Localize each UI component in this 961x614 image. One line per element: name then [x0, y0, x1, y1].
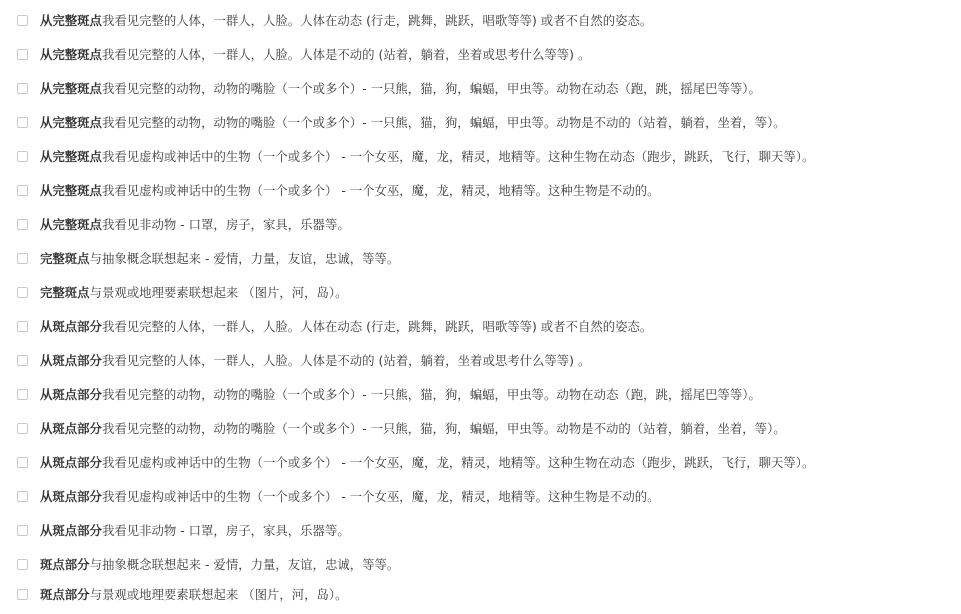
item-text: [40, 420, 786, 438]
item-description: 我看见完整的动物，动物的嘴脸（一个或多个）- 一只熊，猫，狗，蝙蝠，甲虫等。动物在动态（跑，跳，摇尾巴等等）。: [101, 81, 761, 96]
item-bold-prefix: 从完整斑点: [40, 115, 102, 130]
checklist-item[interactable]: [0, 380, 961, 414]
checkbox[interactable]: [17, 589, 28, 600]
item-text: [40, 80, 761, 98]
checklist-item[interactable]: [0, 482, 961, 516]
item-description: 与抽象概念联想起来 - 爱情，力量，友谊，忠诚，等等。: [89, 251, 400, 266]
checkbox[interactable]: [17, 151, 28, 162]
checkbox[interactable]: [17, 49, 28, 60]
checkbox[interactable]: [17, 15, 28, 26]
item-description: 我看见虚构或神话中的生物（一个或多个） - 一个女巫，魔，龙，精灵，地精等。这种生物在动态（跑步，跳跃，飞行，聊天等）。: [101, 455, 815, 470]
item-description: 我看见完整的人体，一群人，人脸。人体是不动的 (站着，躺着，坐着或思考什么等等) 。: [101, 47, 591, 62]
checklist-item[interactable]: [0, 108, 961, 142]
item-description: 我看见虚构或神话中的生物（一个或多个） - 一个女巫，魔，龙，精灵，地精等。这种生物在动态（跑步，跳跃，飞行，聊天等）。: [101, 149, 815, 164]
checkbox[interactable]: [17, 185, 28, 196]
item-text: [40, 250, 399, 268]
item-bold-prefix: 完整斑点: [40, 285, 90, 300]
checklist-item[interactable]: [0, 580, 961, 614]
checkbox[interactable]: [17, 389, 28, 400]
item-description: 我看见完整的动物，动物的嘴脸（一个或多个）- 一只熊，猫，狗，蝙蝠，甲虫等。动物是不动的（站着，躺着，坐着，等）。: [101, 115, 786, 130]
item-text: [40, 488, 660, 506]
checkbox[interactable]: [17, 525, 28, 536]
item-bold-prefix: 从完整斑点: [40, 183, 102, 198]
item-bold-prefix: 从完整斑点: [40, 47, 102, 62]
checklist-item[interactable]: [0, 346, 961, 380]
item-text: [40, 586, 348, 604]
checkbox[interactable]: [17, 117, 28, 128]
checklist-item[interactable]: [0, 142, 961, 176]
item-bold-prefix: 从斑点部分: [40, 353, 102, 368]
item-text: [40, 522, 350, 540]
item-bold-prefix: 从斑点部分: [40, 387, 102, 402]
checklist-item[interactable]: [0, 414, 961, 448]
checklist-item[interactable]: [0, 40, 961, 74]
checklist-item[interactable]: [0, 516, 961, 550]
checkbox[interactable]: [17, 219, 28, 230]
checkbox[interactable]: [17, 491, 28, 502]
item-description: 与抽象概念联想起来 - 爱情，力量，友谊，忠诚，等等。: [89, 557, 400, 572]
item-text: [40, 454, 814, 472]
checklist-item[interactable]: [0, 244, 961, 278]
checklist-item[interactable]: [0, 74, 961, 108]
item-description: 我看见完整的人体，一群人，人脸。人体在动态 (行走，跳舞，跳跃，唱歌等等) 或者不自然的姿态。: [101, 319, 653, 334]
item-text: [40, 12, 652, 30]
checkbox[interactable]: [17, 287, 28, 298]
item-text: [40, 114, 786, 132]
checklist-item[interactable]: [0, 210, 961, 244]
checkbox[interactable]: [17, 83, 28, 94]
item-bold-prefix: 从斑点部分: [40, 489, 102, 504]
item-bold-prefix: 从斑点部分: [40, 523, 102, 538]
item-text: [40, 284, 348, 302]
item-text: [40, 216, 350, 234]
item-bold-prefix: 从完整斑点: [40, 13, 102, 28]
item-description: 我看见完整的动物，动物的嘴脸（一个或多个）- 一只熊，猫，狗，蝙蝠，甲虫等。动物是不动的（站着，躺着，坐着，等）。: [101, 421, 786, 436]
item-bold-prefix: 从完整斑点: [40, 81, 102, 96]
checklist-item[interactable]: [0, 448, 961, 482]
checkbox[interactable]: [17, 559, 28, 570]
item-description: 我看见非动物 - 口罩，房子，家具，乐器等。: [101, 523, 350, 538]
item-bold-prefix: 从斑点部分: [40, 455, 102, 470]
checklist-item[interactable]: [0, 312, 961, 346]
item-text: [40, 148, 814, 166]
checkbox[interactable]: [17, 253, 28, 264]
item-description: 我看见完整的人体，一群人，人脸。人体在动态 (行走，跳舞，跳跃，唱歌等等) 或者不自然的姿态。: [101, 13, 653, 28]
item-description: 我看见非动物 - 口罩，房子，家具，乐器等。: [101, 217, 350, 232]
item-bold-prefix: 斑点部分: [40, 587, 90, 602]
checkbox[interactable]: [17, 321, 28, 332]
item-bold-prefix: 从完整斑点: [40, 149, 102, 164]
item-description: 与景观或地理要素联想起来 （图片，河，岛）。: [89, 285, 348, 300]
item-text: [40, 46, 590, 64]
item-description: 与景观或地理要素联想起来 （图片，河，岛）。: [89, 587, 348, 602]
checklist-item[interactable]: [0, 550, 961, 584]
item-description: 我看见完整的动物，动物的嘴脸（一个或多个）- 一只熊，猫，狗，蝙蝠，甲虫等。动物在动态（跑，跳，摇尾巴等等）。: [101, 387, 761, 402]
checklist-item[interactable]: [0, 6, 961, 40]
item-bold-prefix: 斑点部分: [40, 557, 90, 572]
item-bold-prefix: 从完整斑点: [40, 217, 102, 232]
checkbox[interactable]: [17, 457, 28, 468]
checkbox[interactable]: [17, 423, 28, 434]
checkbox[interactable]: [17, 355, 28, 366]
checklist-item[interactable]: [0, 176, 961, 210]
item-text: [40, 386, 761, 404]
item-text: [40, 182, 660, 200]
item-text: [40, 352, 590, 370]
item-description: 我看见完整的人体，一群人，人脸。人体是不动的 (站着，躺着，坐着或思考什么等等) 。: [101, 353, 591, 368]
item-description: 我看见虚构或神话中的生物（一个或多个） - 一个女巫，魔，龙，精灵，地精等。这种生物是不动的。: [101, 489, 660, 504]
item-text: [40, 318, 652, 336]
item-bold-prefix: 从斑点部分: [40, 319, 102, 334]
item-bold-prefix: 完整斑点: [40, 251, 90, 266]
checklist-item[interactable]: [0, 278, 961, 312]
item-description: 我看见虚构或神话中的生物（一个或多个） - 一个女巫，魔，龙，精灵，地精等。这种生物是不动的。: [101, 183, 660, 198]
item-text: [40, 556, 399, 574]
item-bold-prefix: 从斑点部分: [40, 421, 102, 436]
